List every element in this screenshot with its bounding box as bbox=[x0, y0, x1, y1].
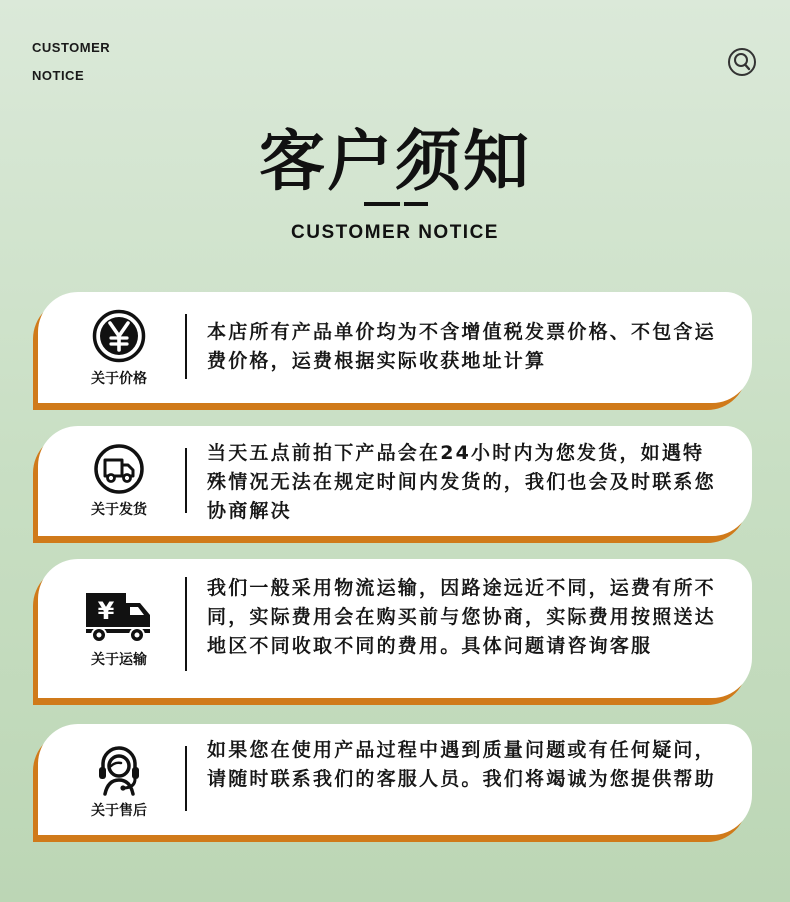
delivery-truck-icon bbox=[93, 443, 145, 495]
page-subtitle: CUSTOMER NOTICE bbox=[291, 222, 499, 243]
page-title: 客户须知 bbox=[259, 123, 531, 200]
search-icon[interactable] bbox=[727, 47, 757, 77]
card-text-shipping: 我们一般采用物流运输，因路途远近不同，运费有所不同，实际费用会在购买前与您协商，实际费用按照送达地区不同收取不同的费用。具体问题请咨询客服 bbox=[207, 577, 716, 657]
card-divider bbox=[185, 314, 187, 379]
card-text-dispatch: 当天五点前拍下产品会在24小时内为您发货，如遇特殊情况无法在规定时间内发货的，我们也会及时联系您协商解决 bbox=[207, 442, 716, 522]
card-label-shipping: 关于运输 bbox=[91, 651, 147, 668]
corner-label bbox=[32, 34, 110, 90]
title-divider bbox=[364, 202, 428, 206]
shipping-truck-icon bbox=[84, 589, 154, 645]
corner-label-line1: CUSTOMER bbox=[32, 40, 111, 55]
card-divider bbox=[185, 448, 187, 513]
notice-card-shipping bbox=[38, 559, 752, 698]
card-divider bbox=[185, 746, 187, 811]
card-label-after-sales: 关于售后 bbox=[91, 802, 147, 819]
card-divider bbox=[185, 577, 187, 671]
card-label-price: 关于价格 bbox=[91, 370, 147, 387]
notice-card-after-sales bbox=[38, 724, 752, 835]
notice-card-price bbox=[38, 292, 752, 403]
card-text-price: 本店所有产品单价均为不含增值税发票价格、不包含运费价格，运费根据实际收获地址计算 bbox=[207, 321, 716, 372]
notice-card-dispatch bbox=[38, 426, 752, 536]
card-text-after-sales: 如果您在使用产品过程中遇到质量问题或有任何疑问，请随时联系我们的客服人员。我们将竭诚为您提供帮助 bbox=[207, 739, 716, 790]
customer-service-icon bbox=[91, 740, 147, 796]
svg-text:¥: ¥ bbox=[97, 596, 115, 625]
corner-label-line2: NOTICE bbox=[32, 68, 85, 83]
yen-icon bbox=[91, 308, 147, 364]
card-label-dispatch: 关于发货 bbox=[91, 502, 147, 518]
